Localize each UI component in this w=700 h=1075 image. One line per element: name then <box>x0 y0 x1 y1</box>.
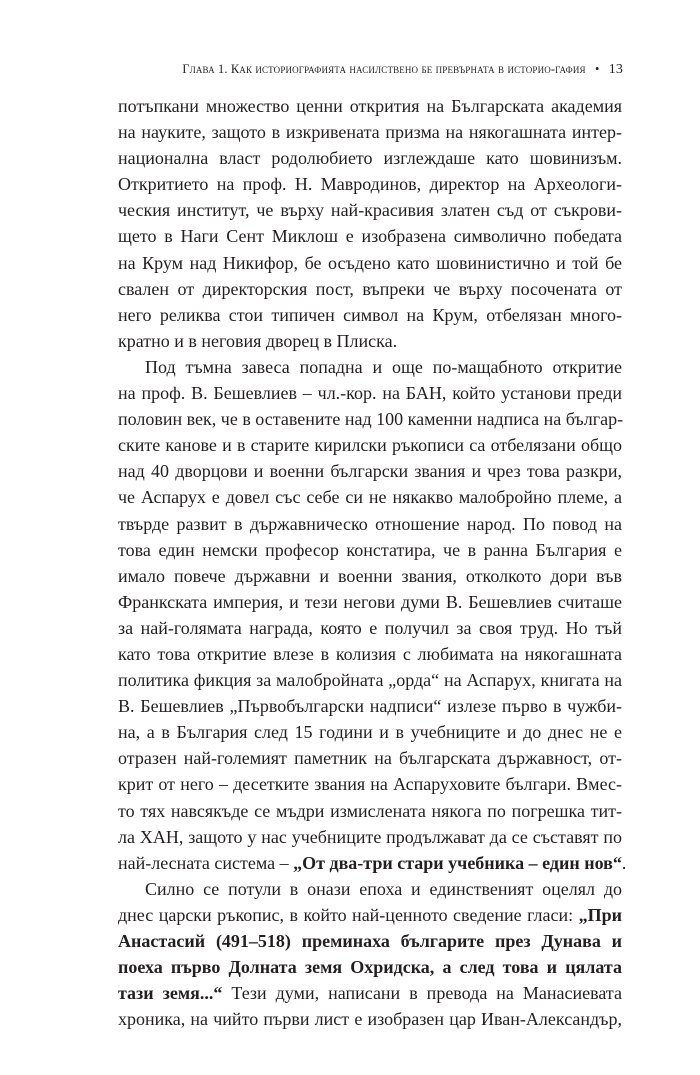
text-line <box>118 980 622 1006</box>
text-segment: то тях навсякъде се мъдри измислената някога по погрешка тит- <box>118 800 622 821</box>
bold-text-segment: „При <box>578 904 622 925</box>
text-segment: на проф. В. Бешевлиев – чл.-кор. на БАН, който установи преди <box>118 383 622 404</box>
text-segment: това един немски професор констатира, че в ранна България е <box>118 539 622 560</box>
text-line <box>118 302 622 328</box>
text-line <box>118 171 622 197</box>
text-line <box>118 641 622 667</box>
text-segment: крит от него – десетките звания на Аспаруховите българи. Вмес- <box>118 774 622 795</box>
text-line <box>118 328 622 354</box>
text-segment: свален от директорския пост, въпреки че върху посочената от <box>118 278 622 299</box>
text-segment: над 40 дворцови и военни български звания и чрез това разкри, <box>118 461 622 482</box>
bold-text-segment: „От два-три стари учебника – един нов“ <box>293 852 622 873</box>
text-segment: хроника, на чийто първи лист е изобразен цар Иван-Александър, <box>118 1009 622 1030</box>
text-segment: кратно и в неговия дворец в Плиска. <box>118 330 398 351</box>
text-segment: на науките, защото в изкривената призма на някогашната интер- <box>118 122 622 143</box>
text-line <box>118 537 622 563</box>
text-segment: ческия институт, че върху най-красивия златен съд от съкрови- <box>118 200 622 221</box>
text-segment: него реликва стои типичен символ на Крум, отбелязан много- <box>118 304 622 325</box>
text-line <box>118 145 622 171</box>
text-line <box>118 223 622 249</box>
body-text <box>118 93 627 1032</box>
text-line <box>118 197 622 223</box>
text-line <box>118 119 622 145</box>
text-line <box>118 276 622 302</box>
text-line <box>118 745 622 771</box>
text-line <box>118 93 622 119</box>
header-separator: • <box>594 62 600 76</box>
text-line <box>118 876 622 902</box>
text-segment: щето в Наги Сент Миклош е изобразена символично победата <box>118 226 622 247</box>
text-segment: ските канове и в старите кирилски ръкописи са отбелязани общо <box>118 435 622 456</box>
text-line <box>118 354 622 380</box>
text-segment: национална власт родолюбието изглеждаше като шовинизъм. <box>118 148 622 169</box>
text-line <box>118 824 622 850</box>
text-line <box>118 563 622 589</box>
text-segment: за най-голямата награда, която е получил за своя труд. Но тъй <box>118 617 622 638</box>
text-segment: . <box>621 852 627 873</box>
text-line <box>118 850 627 876</box>
text-line <box>118 928 622 954</box>
text-segment: В. Бешевлиев „Първобългарски надписи“ излезе първо в чужби- <box>118 696 622 717</box>
bold-text-segment: поеха първо Долната земя Охридска, а след това и цялата <box>118 957 622 978</box>
text-segment: на, а в България след 15 години и в учебниците и до днес не е <box>118 722 622 743</box>
text-segment: на Крум над Никифор, бе осъдено като шовинистично и той бе <box>118 252 622 273</box>
text-line <box>118 771 622 797</box>
text-segment: отразен най-големият паметник на българската държавност, от- <box>118 748 622 769</box>
text-line <box>118 484 622 510</box>
text-segment: Франкската империя, и тези негови думи В. Бешевлиев считаше <box>118 591 622 612</box>
text-segment: половин век, че в оставените над 100 каменни надписа на българ- <box>118 409 624 430</box>
text-line <box>118 798 622 824</box>
bold-text-segment: Анастасий (491–518) преминаха българите през Дунава и <box>118 931 622 951</box>
text-line <box>118 380 622 406</box>
text-segment: политика фикция за малобройната „орда“ на Аспарух, книгата на <box>118 670 622 691</box>
text-segment: имало повече държавни и военни звания, отколкото дори във <box>118 565 622 586</box>
text-segment: Под тъмна завеса попадна и още по-мащабното откритие <box>145 356 622 377</box>
text-line <box>118 615 622 641</box>
text-line <box>118 719 622 745</box>
text-line <box>118 589 622 615</box>
text-segment: днес царски ръкопис, в който най-ценното сведение гласи: <box>118 904 579 925</box>
text-segment: Силно се потули в онази епоха и единственият оцелял до <box>145 878 622 899</box>
chapter-label: Глава 1. <box>182 62 228 76</box>
page-number: 13 <box>608 62 623 77</box>
text-segment: като това откритие влезе в колизия с любимата на някогашната <box>118 643 622 664</box>
text-line <box>118 406 622 432</box>
text-line <box>118 1006 622 1032</box>
text-segment: ла ХАН, защото у нас учебниците продължават да се съставят по <box>118 826 622 847</box>
text-segment: твърде развит в държавническо отношение народ. По повод на <box>118 513 622 534</box>
text-segment: че Аспарух е довел със себе си не някакво малобройно племе, а <box>118 487 622 508</box>
text-line <box>118 511 622 537</box>
text-segment: Тези думи, написани в превода на Манасиевата <box>222 983 623 1004</box>
running-head <box>118 62 623 78</box>
bold-text-segment: тази земя...“ <box>118 983 223 1004</box>
text-segment: най-лесната система – <box>118 852 294 873</box>
text-line <box>118 667 622 693</box>
text-line <box>118 693 622 719</box>
text-line <box>118 458 622 484</box>
text-segment: потъпкани множество ценни открития на Българската академия <box>118 96 622 116</box>
chapter-title: Как историографията насилствено бе превърната в историо-гафия <box>230 62 586 76</box>
text-line <box>118 954 622 980</box>
text-segment: Откритието на проф. Н. Мавродинов, директор на Археологи- <box>118 174 622 195</box>
text-line <box>118 432 622 458</box>
text-line <box>118 250 622 276</box>
text-line <box>118 902 622 928</box>
